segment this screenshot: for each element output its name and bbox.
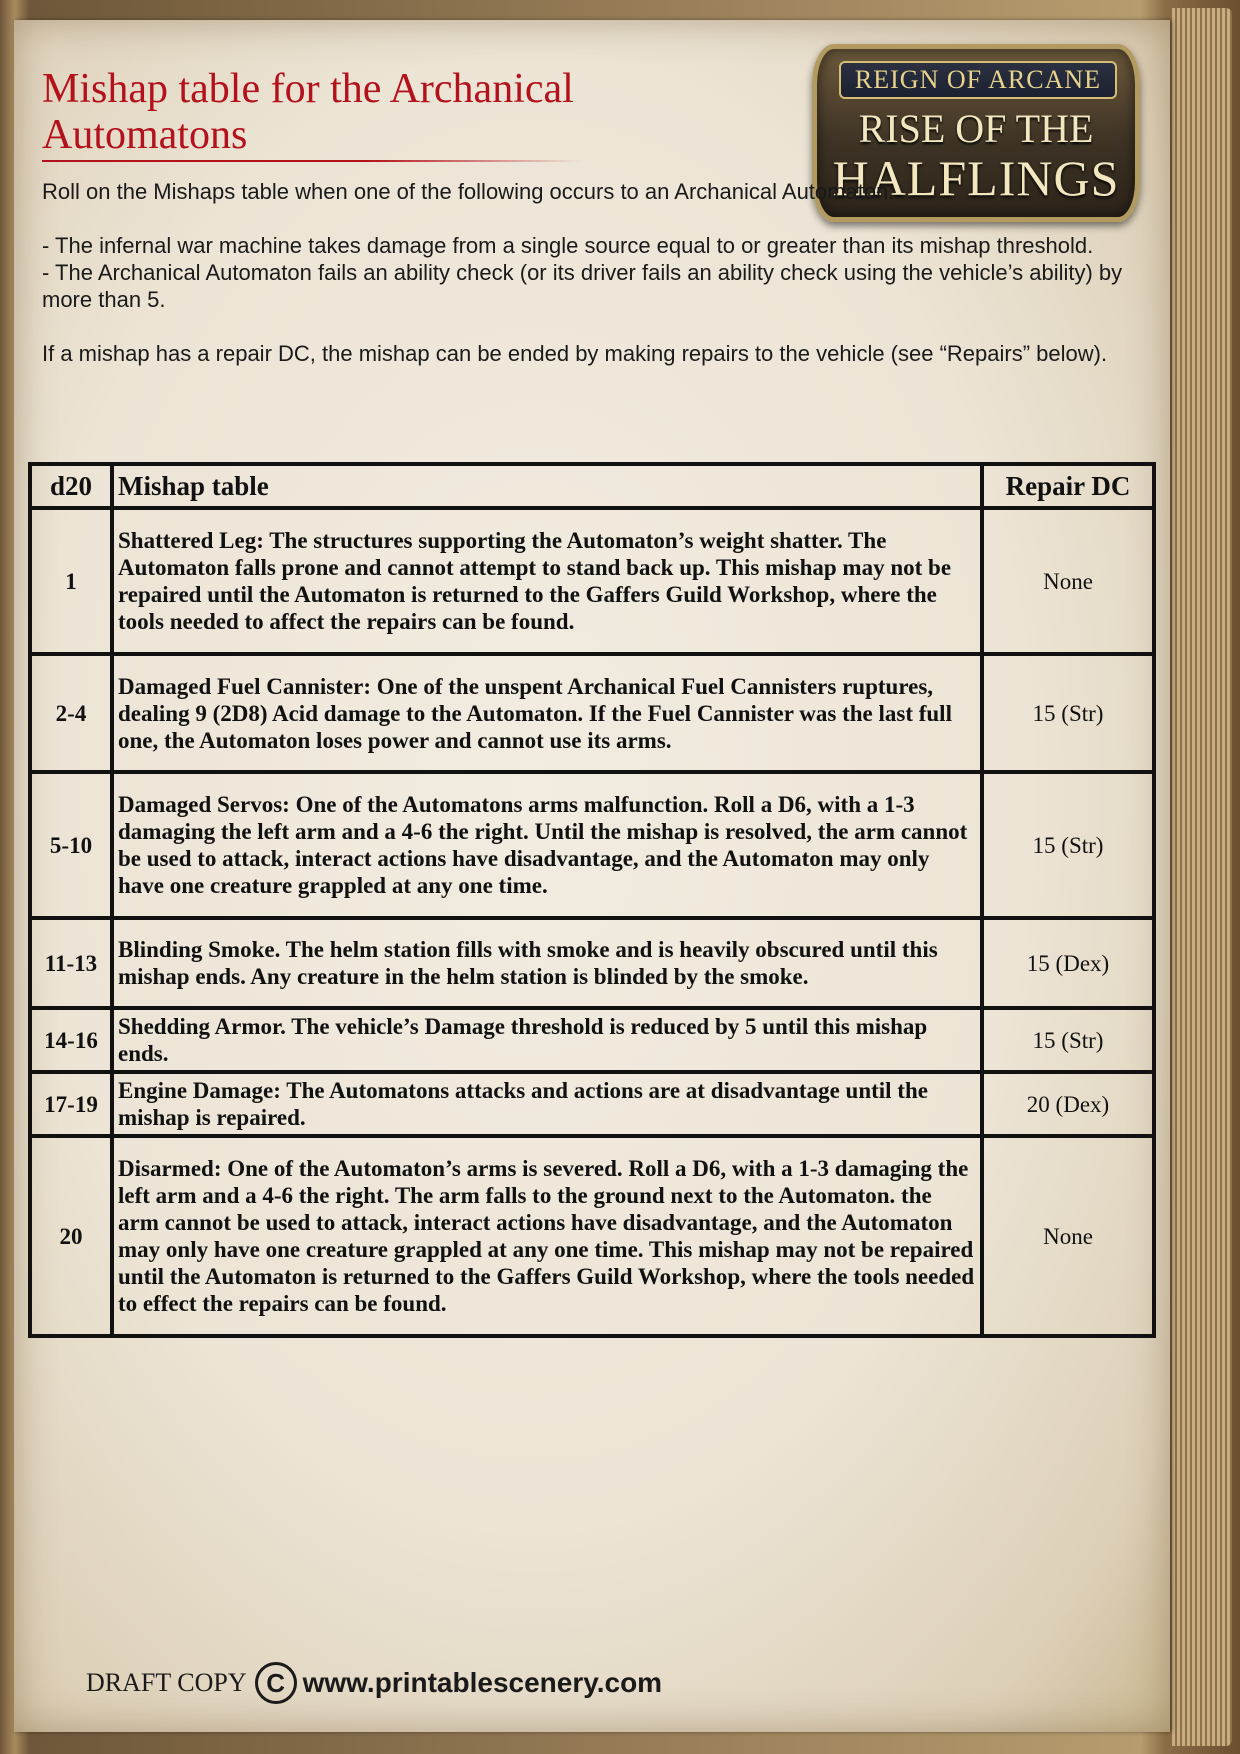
repair-dc-cell: 15 (Dex) — [982, 918, 1154, 1008]
intro-bullet: - The infernal war machine takes damage from a single source equal to or greater than its mishap threshold. — [42, 233, 1094, 258]
table-header-row — [30, 464, 1154, 508]
repair-dc-cell: 15 (Str) — [982, 1008, 1154, 1072]
mishap-cell: Engine Damage: The Automatons attacks and actions are at disadvantage until the mishap is repaired. — [112, 1072, 982, 1136]
roll-cell: 1 — [30, 508, 112, 654]
roll-cell: 14-16 — [30, 1008, 112, 1072]
roll-cell: 2-4 — [30, 654, 112, 772]
repair-dc-cell: 15 (Str) — [982, 772, 1154, 918]
footer — [86, 1662, 662, 1704]
mishap-cell: Blinding Smoke. The helm station fills with smoke and is heavily obscured until this mishap ends. Any creature in the helm station is blinded by the smoke. — [112, 918, 982, 1008]
mishap-cell: Damaged Servos: One of the Automatons arms malfunction. Roll a D6, with a 1-3 damaging the left arm and a 4-6 the right. Until the mishap is resolved, the arm cannot be used to attack, interact actions have disadvantage, and the Automaton may only have one creature grappled at any one time. — [112, 772, 982, 918]
repair-dc-cell: 15 (Str) — [982, 654, 1154, 772]
title-underline — [42, 160, 582, 162]
table-row — [30, 772, 1154, 918]
mishap-cell: Damaged Fuel Cannister: One of the unspent Archanical Fuel Cannisters ruptures, dealing 9 (2D8) Acid damage to the Automaton. If the Fuel Cannister was the last full one, the Automaton loses power and cannot use its arms. — [112, 654, 982, 772]
header-repair-dc: Repair DC — [982, 464, 1154, 508]
mishap-cell: Shedding Armor. The vehicle’s Damage threshold is reduced by 5 until this mishap ends. — [112, 1008, 982, 1072]
page-title: Mishap table for the Archanical Automatons — [42, 66, 574, 158]
mishap-cell: Shattered Leg: The structures supporting the Automaton’s weight shatter. The Automaton falls prone and cannot attempt to stand back up. This mishap may not be repaired until the Automaton is returned to the Gaffers Guild Workshop, where the tools needed to affect the repairs can be found. — [112, 508, 982, 654]
intro-bullet: - The Archanical Automaton fails an ability check (or its driver fails an ability check using the vehicle’s ability) by more than 5. — [42, 260, 1123, 312]
table-row — [30, 1136, 1154, 1336]
page-edges — [1172, 8, 1232, 1746]
logo-top-banner: REIGN OF ARCANE — [839, 61, 1117, 99]
logo-main-title: HALFLINGS — [832, 150, 1120, 206]
intro-lead: Roll on the Mishaps table when one of the following occurs to an Archanical Automaton: — [42, 179, 895, 204]
mishap-cell: Disarmed: One of the Automaton’s arms is severed. Roll a D6, with a 1-3 damaging the left arm and a 4-6 the right. The arm falls to the ground next to the Automaton. the arm cannot be used to attack, interact actions have disadvantage, and the Automaton may only have one creature grappled at any one time. This mishap may not be repaired until the Automaton is returned to the Gaffers Guild Workshop, where the tools needed to effect the repairs can be found. — [112, 1136, 982, 1336]
mishap-table — [28, 462, 1156, 1338]
intro-text — [42, 178, 1152, 367]
table-row — [30, 918, 1154, 1008]
repair-note: If a mishap has a repair DC, the mishap can be ended by making repairs to the vehicle (see “Repairs” below). — [42, 341, 1108, 366]
roll-cell: 11-13 — [30, 918, 112, 1008]
roll-cell: 5-10 — [30, 772, 112, 918]
repair-dc-cell: None — [982, 508, 1154, 654]
website-url: www.printablescenery.com — [302, 1667, 663, 1698]
header-d20: d20 — [30, 464, 112, 508]
roll-cell: 17-19 — [30, 1072, 112, 1136]
copyright-icon: C — [255, 1662, 297, 1704]
draft-copy-label: DRAFT COPY — [86, 1668, 247, 1697]
roll-cell: 20 — [30, 1136, 112, 1336]
table-row — [30, 654, 1154, 772]
repair-dc-cell: 20 (Dex) — [982, 1072, 1154, 1136]
table-row — [30, 508, 1154, 654]
table-row — [30, 1008, 1154, 1072]
header-mishap: Mishap table — [112, 464, 982, 508]
logo-subtitle: RISE OF THE — [858, 106, 1094, 151]
repair-dc-cell: None — [982, 1136, 1154, 1336]
table-row — [30, 1072, 1154, 1136]
